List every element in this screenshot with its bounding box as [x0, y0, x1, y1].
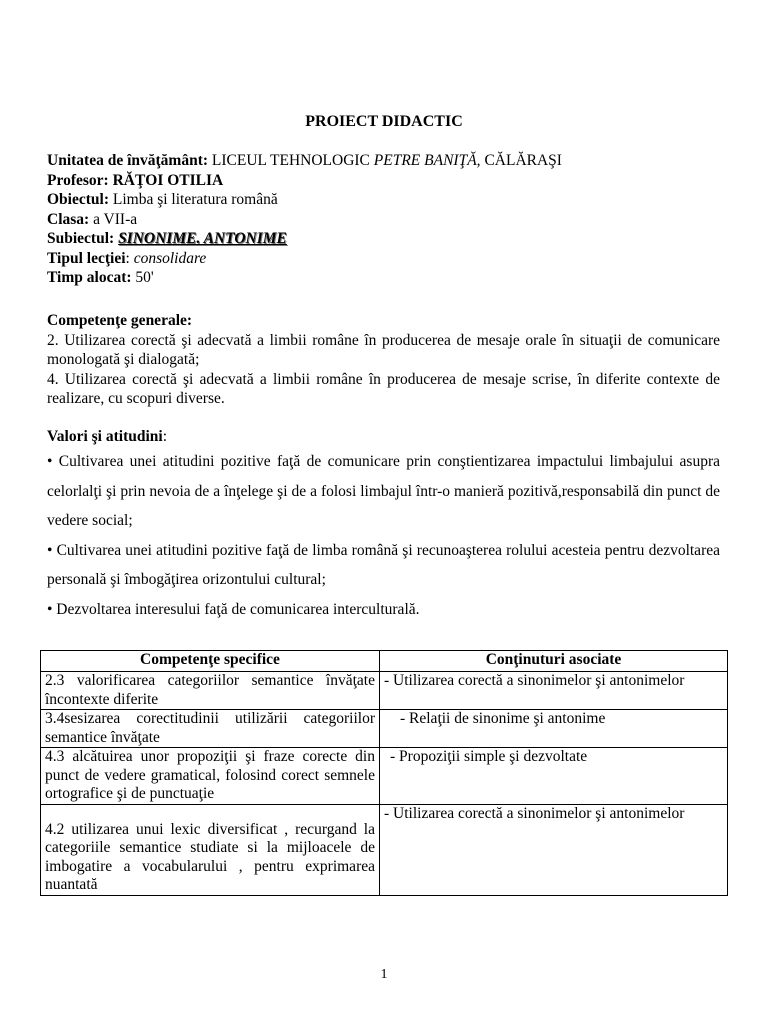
info-tipul: Tipul lecţiei: consolidare: [47, 249, 207, 267]
profesor-label: Profesor:: [47, 171, 109, 189]
unitatea-value-italic: PETRE BANIŢĂ,: [373, 152, 481, 169]
competenta-generala-item: 2. Utilizarea corectă şi adecvată a limbii române în producerea de mesaje orale în situaţii de comunicare monologată şi dialogată;: [47, 331, 720, 368]
valori-atitudini-section: [47, 427, 720, 624]
info-clasa: [47, 210, 737, 230]
info-subiectul: [47, 229, 737, 249]
page-number: 1: [380, 967, 388, 982]
info-timp: [47, 268, 737, 288]
unitatea-label: Unitatea de învăţământ:: [47, 152, 209, 169]
competente-table: [40, 650, 728, 896]
valori-heading: [47, 427, 720, 447]
timp-label: Timp alocat:: [47, 269, 132, 286]
clasa-value: a VII-a: [93, 210, 138, 228]
profesor-value: RĂŢOI OTILIA: [112, 171, 224, 189]
table-cell-continut: - Relaţii de sinonime şi antonime: [380, 710, 728, 748]
tipul-label: Tipul lecţiei: [47, 249, 126, 267]
valori-item: • Cultivarea unei atitudini pozitive faţă de limba română şi recunoaşterea rolului acesteia pentru dezvoltarea personală şi îmbogăţirea orizontului cultural;: [47, 541, 720, 588]
table-row: [41, 748, 728, 805]
table-header-continuturi: Conţinuturi asociate: [380, 651, 728, 672]
valori-title: Valori şi atitudini: [47, 428, 163, 445]
table-cell-continut: - Propoziţii simple şi dezvoltate: [380, 748, 728, 805]
subiectul-value: SINONIME. ANTONIME: [118, 230, 287, 247]
page-title: PROIECT DIDACTIC: [305, 113, 463, 130]
competente-generale-section: [47, 311, 720, 409]
competenta-generala-item: 4. Utilizarea corectă şi adecvată a limbii române în producerea de mesaje scrise, în diferite contexte de realizare, cu scopuri diverse.: [47, 370, 720, 407]
clasa-label: Clasa:: [47, 210, 90, 228]
lesson-info: [47, 151, 737, 288]
timp-value: 50': [135, 269, 154, 286]
obiectul-value: Limba şi literatura română: [112, 191, 278, 208]
table-row: [41, 804, 728, 895]
subiectul-label: Subiectul:: [47, 230, 115, 247]
table-row: [41, 672, 728, 710]
valori-item: • Cultivarea unei atitudini pozitive faţă de comunicare prin conştientizarea impactului limbajului asupra celorlalţi şi prin nevoia de a înţelege şi de a folosi limbajul într-o manieră pozitivă,responsabilă din punct de vedere social;: [47, 453, 720, 529]
competente-generale-title: Competenţe generale:: [47, 312, 193, 329]
table-header-competente: Competenţe specifice: [41, 651, 380, 672]
table-cell-continut: - Utilizarea corectă a sinonimelor şi antonimelor: [380, 672, 728, 710]
valori-colon: :: [162, 428, 168, 445]
table-row: [41, 710, 728, 748]
table-cell-competenta: 2.3 valorificarea categoriilor semantice învăţate încontexte diferite: [41, 672, 380, 710]
obiectul-label: Obiectul:: [47, 191, 109, 208]
unitatea-value-part2: CĂLĂRAŞI: [484, 152, 562, 169]
tipul-value: consolidare: [133, 249, 207, 267]
info-profesor: [47, 171, 737, 191]
table-cell-competenta: 4.2 utilizarea unui lexic diversificat , recurgand la categoriile semantice studiate si la mijloacele de imbogatire a vocabularului , pentru exprimarea nuantată: [41, 804, 380, 895]
unitatea-value-part1: LICEUL TEHNOLOGIC: [211, 152, 370, 169]
table-cell-competenta: 4.3 alcătuirea unor propoziţii şi fraze corecte din punct de vedere gramatical, folosind corect semnele ortografice şi de punctuaţie: [41, 748, 380, 805]
table-cell-continut: - Utilizarea corectă a sinonimelor şi antonimelor: [380, 804, 728, 895]
info-obiectul: [47, 190, 737, 210]
table-cell-competenta: 3.4sesizarea corectitudinii utilizării categoriilor semantice învăţate: [41, 710, 380, 748]
valori-item: • Dezvoltarea interesului faţă de comunicarea interculturală.: [47, 600, 420, 618]
info-unitatea: [47, 151, 737, 171]
table-header-row: [41, 651, 728, 672]
